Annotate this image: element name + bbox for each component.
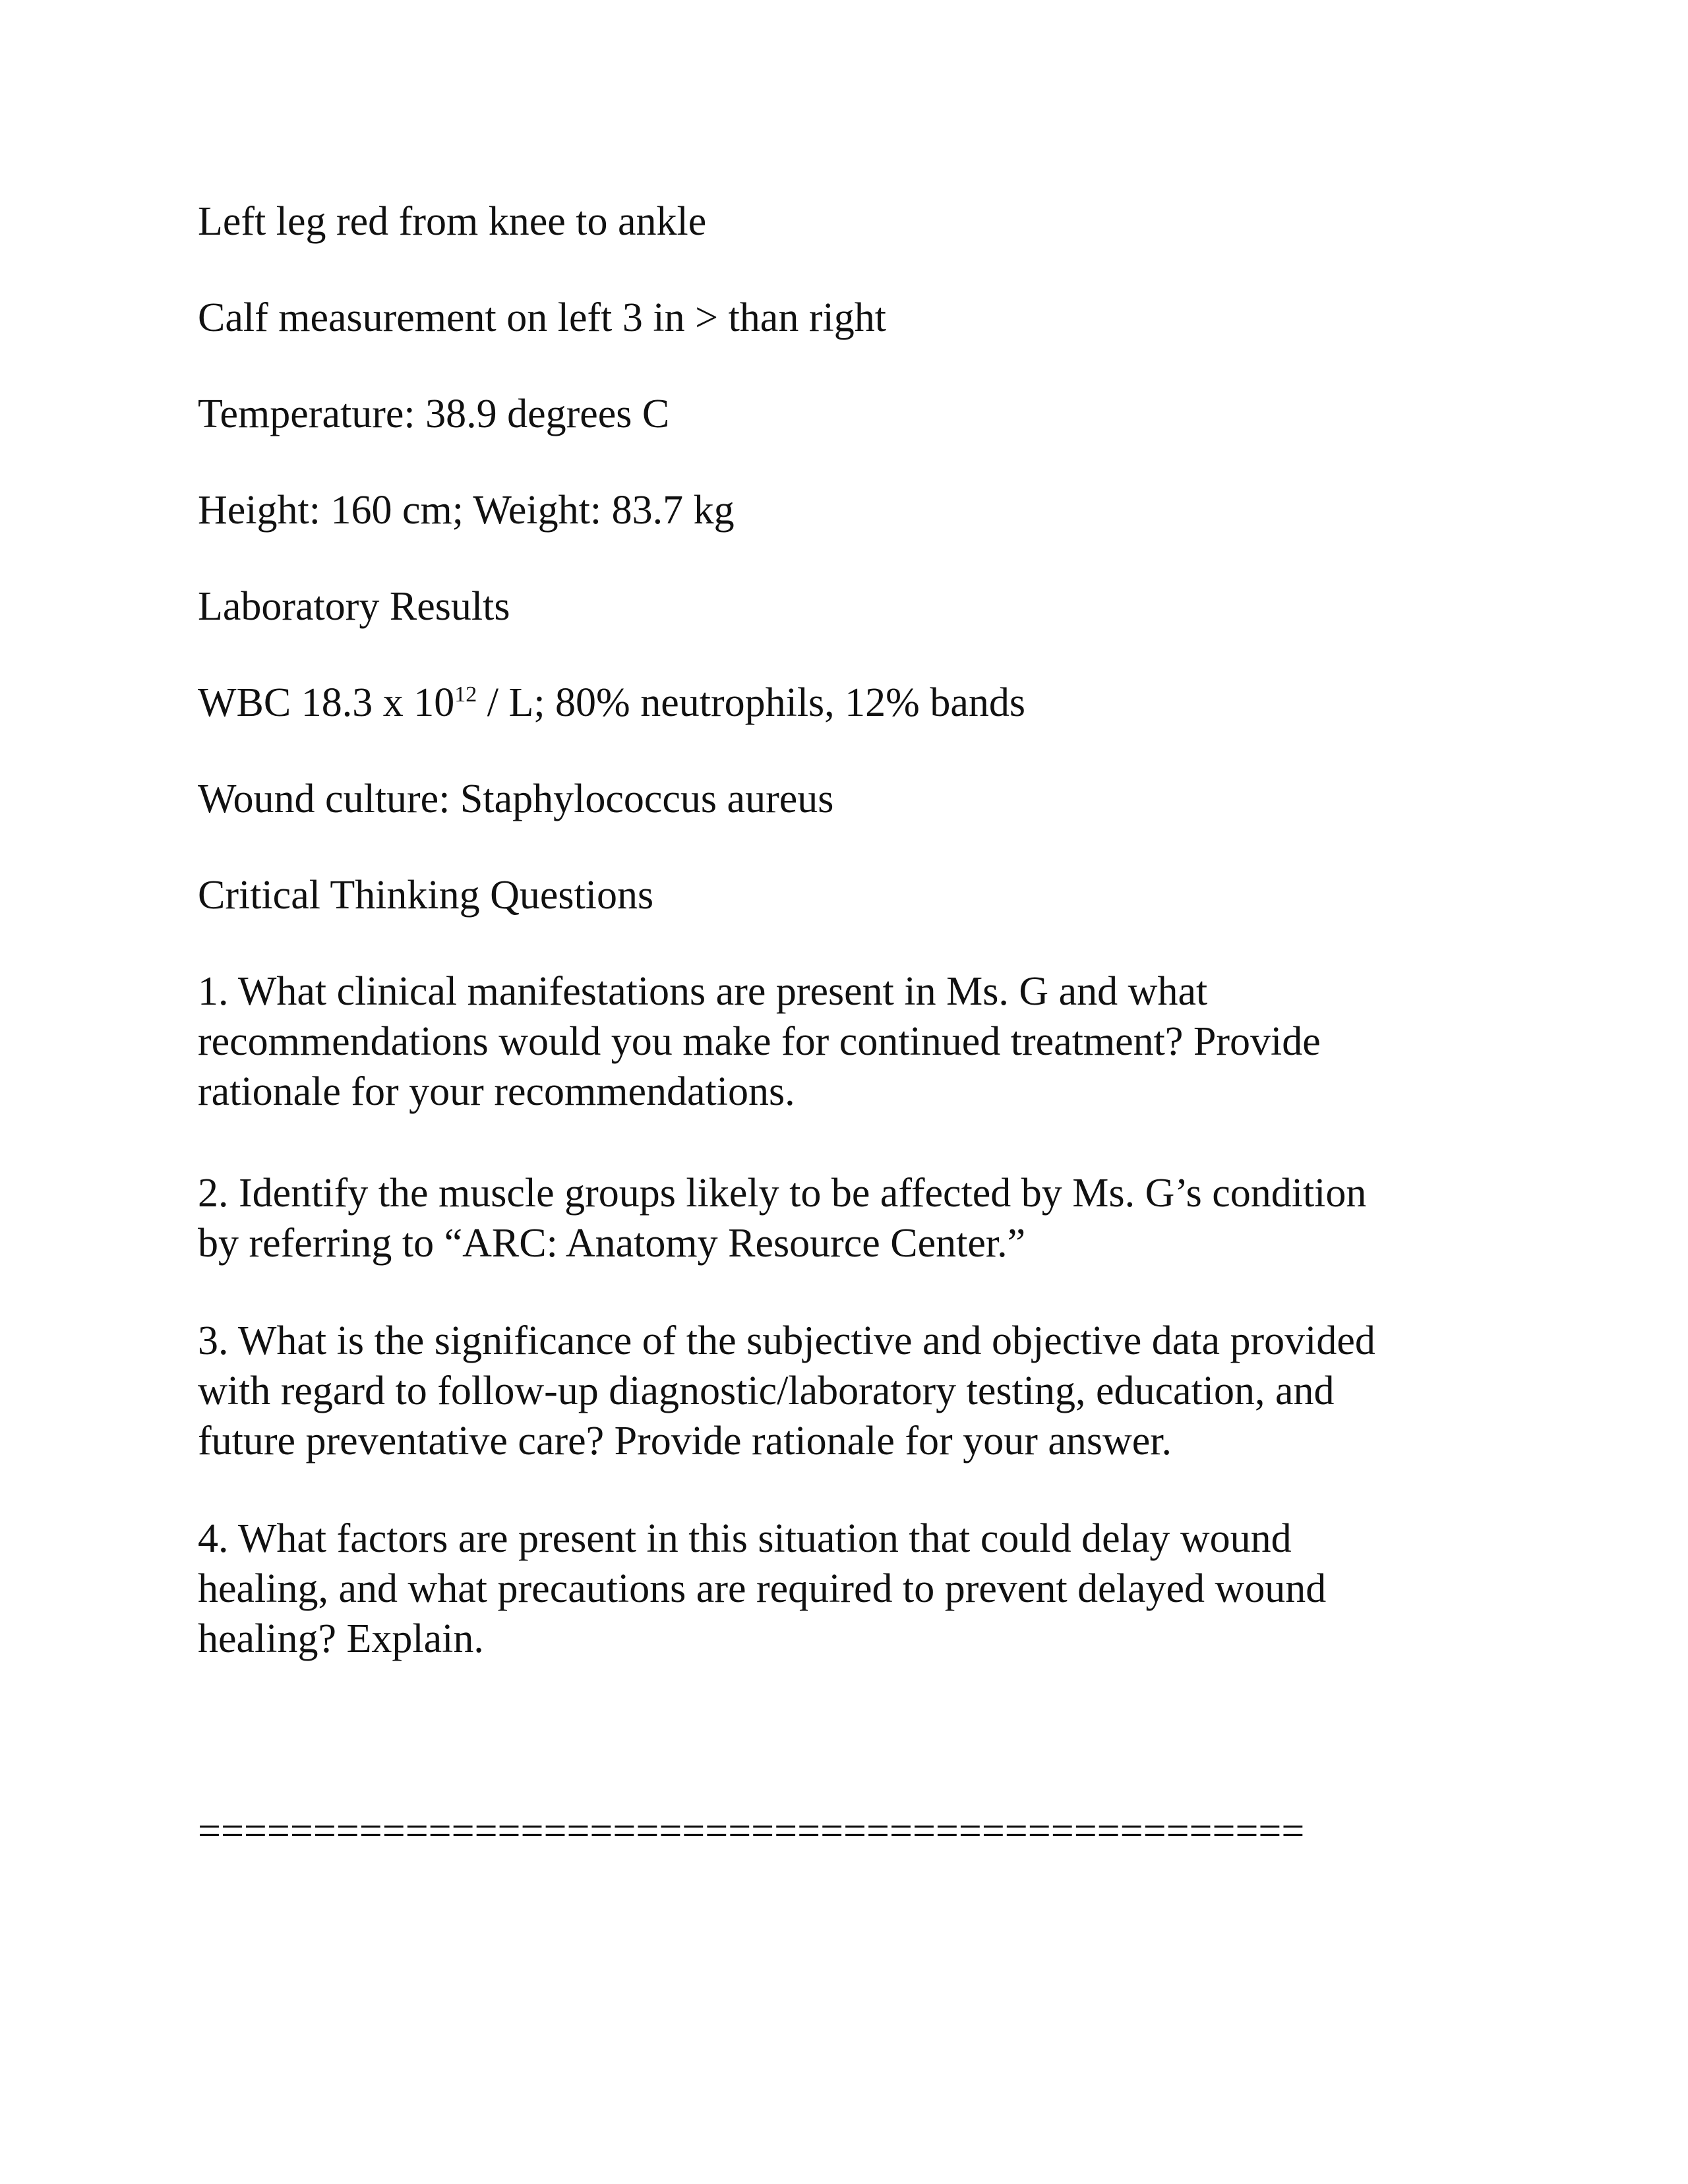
- lab-results-heading: Laboratory Results: [198, 584, 510, 629]
- question-1-line: recommendations would you make for continued treatment? Provide: [198, 1019, 1321, 1064]
- wbc-prefix: WBC 18.3 x 10: [198, 680, 455, 725]
- question-4-line: healing, and what precautions are required to prevent delayed wound: [198, 1566, 1327, 1611]
- wbc-exponent: 12: [454, 682, 477, 707]
- document-page: [198, 0, 1517, 2184]
- question-1-line: rationale for your recommendations.: [198, 1069, 795, 1114]
- question-2-line: 2. Identify the muscle groups likely to be affected by Ms. G’s condition: [198, 1171, 1367, 1216]
- question-3: [198, 1316, 1503, 1466]
- wbc-suffix: / L; 80% neutrophils, 12% bands: [477, 680, 1025, 725]
- question-2-line: by referring to “ARC: Anatomy Resource Center.”: [198, 1221, 1026, 1266]
- question-3-line: with regard to follow-up diagnostic/laboratory testing, education, and: [198, 1369, 1335, 1413]
- question-1-line: 1. What clinical manifestations are present in Ms. G and what: [198, 969, 1208, 1014]
- critical-thinking-heading: Critical Thinking Questions: [198, 873, 654, 918]
- question-4-line: 4. What factors are present in this situation that could delay wound: [198, 1516, 1292, 1561]
- question-1: [198, 966, 1503, 1117]
- question-3-line: 3. What is the significance of the subjective and objective data provided: [198, 1318, 1375, 1363]
- question-3-line: future preventative care? Provide rationale for your answer.: [198, 1419, 1172, 1463]
- question-2: [198, 1168, 1503, 1268]
- separator-line: ================================================: [198, 1809, 1305, 1854]
- height-weight: Height: 160 cm; Weight: 83.7 kg: [198, 488, 735, 533]
- calf-measurement: Calf measurement on left 3 in > than right: [198, 295, 886, 340]
- temperature: Temperature: 38.9 degrees C: [198, 392, 670, 436]
- leg-observation: Left leg red from knee to ankle: [198, 199, 707, 244]
- wbc-result: [198, 678, 1025, 728]
- wound-culture: Wound culture: Staphylococcus aureus: [198, 777, 834, 821]
- question-4-line: healing? Explain.: [198, 1616, 484, 1661]
- question-4: [198, 1514, 1503, 1664]
